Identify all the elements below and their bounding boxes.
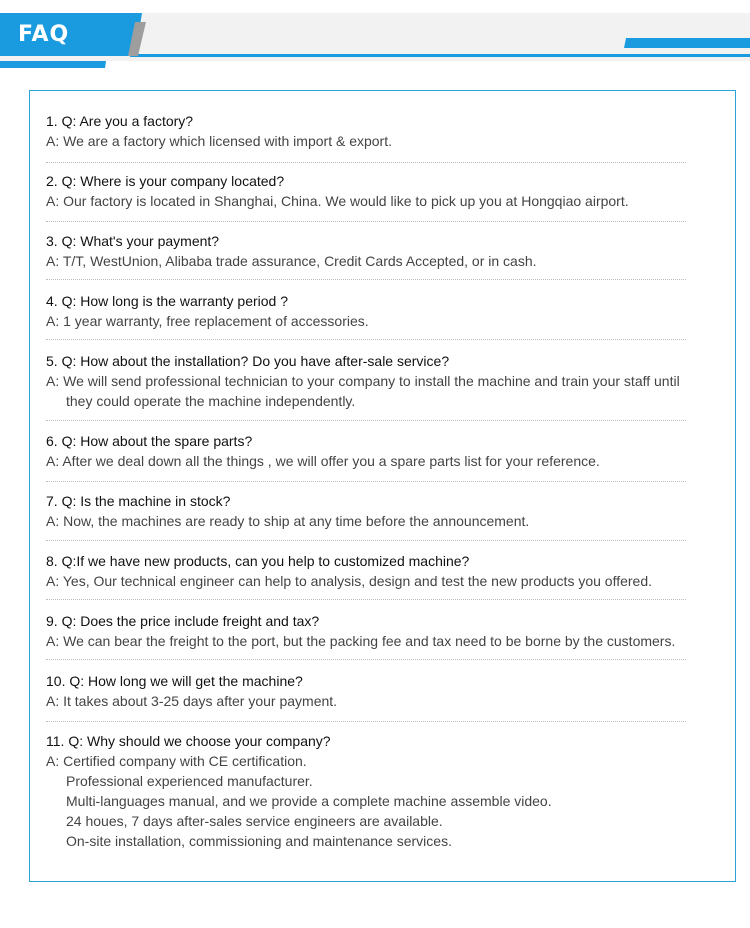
faq-question: 4. Q: How long is the warranty period ?	[46, 293, 289, 309]
faq-item	[46, 231, 684, 271]
faq-divider	[46, 221, 686, 222]
faq-answer-continued: they could operate the machine independently.	[66, 393, 356, 409]
faq-divider	[46, 599, 686, 600]
faq-divider	[46, 339, 686, 340]
faq-question: 8. Q:If we have new products, can you help to customized machine?	[46, 553, 470, 569]
faq-question: 5. Q: How about the installation? Do you have after-sale service?	[46, 353, 450, 369]
faq-divider	[46, 162, 686, 163]
faq-answer-continued: On-site installation, commissioning and maintenance services.	[66, 833, 452, 849]
faq-answer: A: We can bear the freight to the port, but the packing fee and tax need to be borne by the customers.	[46, 633, 676, 649]
faq-answer: A: Now, the machines are ready to ship at any time before the announcement.	[46, 513, 530, 529]
faq-banner	[0, 0, 750, 80]
faq-answer-continued: Multi-languages manual, and we provide a complete machine assemble video.	[66, 793, 552, 809]
faq-question: 11. Q: Why should we choose your company?	[46, 733, 331, 749]
faq-answer: A: It takes about 3-25 days after your payment.	[46, 693, 338, 709]
faq-answer-continued: Professional experienced manufacturer.	[66, 773, 313, 789]
faq-question: 9. Q: Does the price include freight and tax?	[46, 613, 320, 629]
faq-divider	[46, 721, 686, 722]
faq-answer-continued: 24 houes, 7 days after-sales service engineers are available.	[66, 813, 443, 829]
faq-item	[46, 491, 684, 531]
faq-divider	[46, 481, 686, 482]
faq-divider	[46, 540, 686, 541]
page-title: FAQ	[18, 22, 70, 47]
faq-question: 3. Q: What's your payment?	[46, 233, 220, 249]
faq-answer: A: Yes, Our technical engineer can help to analysis, design and test the new products you offered.	[46, 573, 653, 589]
faq-item	[46, 111, 684, 151]
faq-divider	[46, 279, 686, 280]
faq-answer: A: We will send professional technician to your company to install the machine and train your staff until	[46, 373, 680, 389]
faq-answer: A: We are a factory which licensed with import & export.	[46, 133, 392, 149]
faq-item	[46, 671, 684, 711]
faq-answer: A: Our factory is located in Shanghai, China. We would like to pick up you at Hongqiao airport.	[46, 193, 629, 209]
faq-answer: A: After we deal down all the things , we will offer you a spare parts list for your reference.	[46, 453, 600, 469]
banner-graphic	[0, 0, 750, 80]
faq-question: 10. Q: How long we will get the machine?	[46, 673, 303, 689]
faq-answer: A: Certified company with CE certification.	[46, 753, 307, 769]
faq-question: 1. Q: Are you a factory?	[46, 113, 194, 129]
faq-item	[46, 351, 684, 411]
faq-answer: A: 1 year warranty, free replacement of accessories.	[46, 313, 369, 329]
faq-item	[46, 171, 684, 211]
faq-question: 7. Q: Is the machine in stock?	[46, 493, 231, 509]
faq-question: 2. Q: Where is your company located?	[46, 173, 285, 189]
faq-answer: A: T/T, WestUnion, Alibaba trade assurance, Credit Cards Accepted, or in cash.	[46, 253, 537, 269]
faq-divider	[46, 659, 686, 660]
faq-divider	[46, 420, 686, 421]
faq-box	[29, 90, 736, 882]
faq-item	[46, 731, 684, 851]
faq-item	[46, 611, 684, 651]
faq-item	[46, 551, 684, 591]
faq-item	[46, 431, 684, 471]
faq-question: 6. Q: How about the spare parts?	[46, 433, 253, 449]
faq-item	[46, 291, 684, 331]
